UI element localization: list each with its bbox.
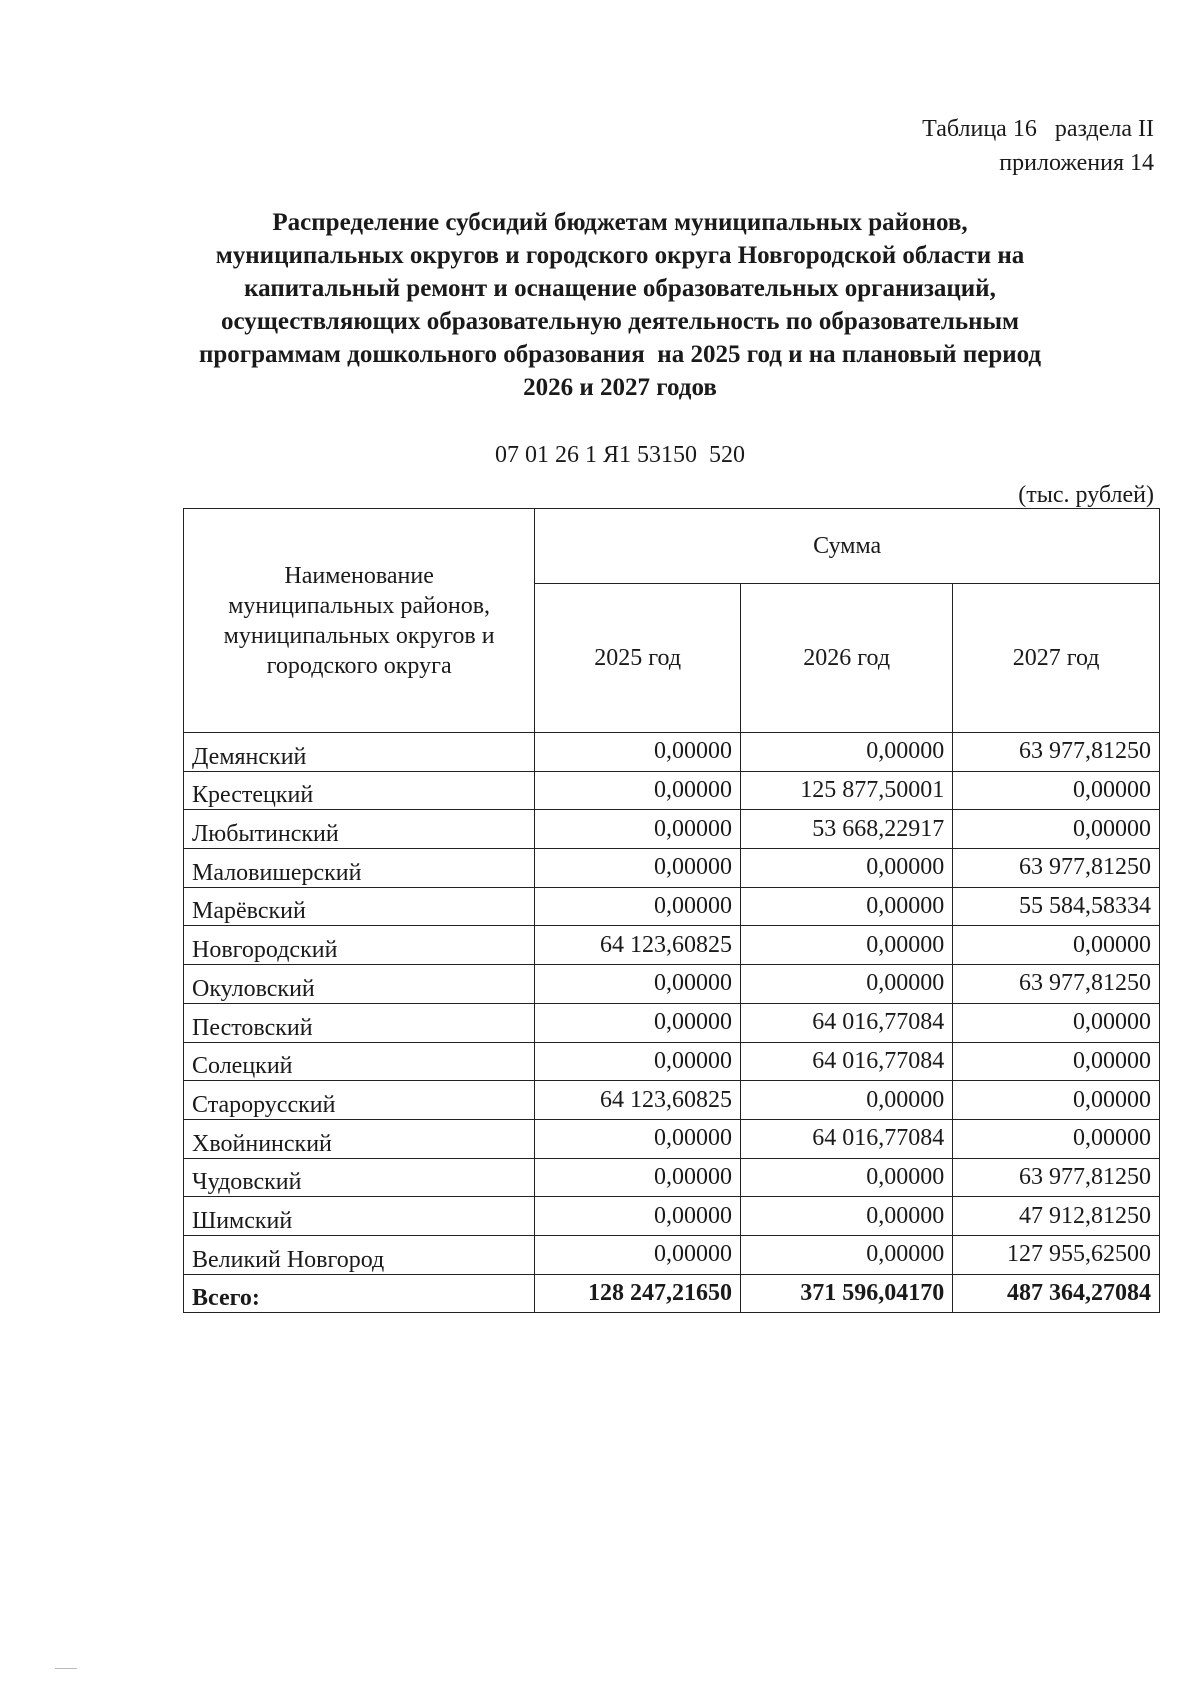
value-2026: 53 668,22917: [741, 810, 953, 849]
table-row: [184, 1119, 1160, 1158]
district-name: Пестовский: [184, 1003, 535, 1042]
value-2027: 0,00000: [953, 1119, 1160, 1158]
total-row: [184, 1274, 1160, 1313]
value-2027: 47 912,81250: [953, 1197, 1160, 1236]
value-2027: 0,00000: [953, 771, 1160, 810]
value-2026: 125 877,50001: [741, 771, 953, 810]
reference-line-2: приложения 14: [999, 150, 1154, 176]
value-2027: 0,00000: [953, 1042, 1160, 1081]
value-2025: 0,00000: [535, 1003, 741, 1042]
year-2026-header: 2026 год: [741, 584, 953, 733]
table-header: [184, 509, 1160, 733]
value-2027: 63 977,81250: [953, 965, 1160, 1004]
district-name: Солецкий: [184, 1042, 535, 1081]
title-line-5: программам дошкольного образования на 2025 год и на плановый период: [198, 341, 1042, 368]
table-row: [184, 1235, 1160, 1274]
title-line-2: муниципальных округов и городского округа Новгородской области на: [215, 242, 1025, 269]
district-name: Крестецкий: [184, 771, 535, 810]
district-name: Демянский: [184, 733, 535, 772]
value-2026: 64 016,77084: [741, 1003, 953, 1042]
value-2026: 64 016,77084: [741, 1119, 953, 1158]
table-row: [184, 733, 1160, 772]
total-label: Всего:: [184, 1274, 535, 1313]
table-row: [184, 926, 1160, 965]
title-line-4: осуществляющих образовательную деятельность по образовательным: [220, 308, 1020, 335]
value-2026: 0,00000: [741, 926, 953, 965]
table-row: [184, 771, 1160, 810]
value-2025: 64 123,60825: [535, 926, 741, 965]
value-2025: 0,00000: [535, 887, 741, 926]
value-2026: 0,00000: [741, 733, 953, 772]
value-2027: 0,00000: [953, 926, 1160, 965]
table-row: [184, 1081, 1160, 1120]
value-2025: 64 123,60825: [535, 1081, 741, 1120]
name-header-line-4: городского округа: [266, 652, 452, 679]
value-2025: 0,00000: [535, 1119, 741, 1158]
district-name: Шимский: [184, 1197, 535, 1236]
district-name: Новгородский: [184, 926, 535, 965]
table-row: [184, 965, 1160, 1004]
total-2026: 371 596,04170: [741, 1274, 953, 1313]
value-2025: 0,00000: [535, 1235, 741, 1274]
value-2025: 0,00000: [535, 965, 741, 1004]
value-2027: 63 977,81250: [953, 733, 1160, 772]
table-body: [184, 733, 1160, 1313]
district-name: Марёвский: [184, 887, 535, 926]
total-2027: 487 364,27084: [953, 1274, 1160, 1313]
value-2026: 0,00000: [741, 1235, 953, 1274]
title-line-1: Распределение субсидий бюджетам муниципальных районов,: [272, 209, 968, 236]
value-2027: 63 977,81250: [953, 1158, 1160, 1197]
value-2025: 0,00000: [535, 1042, 741, 1081]
table-row: [184, 1197, 1160, 1236]
value-2027: 0,00000: [953, 810, 1160, 849]
name-header-line-3: муниципальных округов и: [223, 622, 495, 649]
value-2027: 55 584,58334: [953, 887, 1160, 926]
table-row: [184, 810, 1160, 849]
document-title: [170, 206, 1070, 404]
value-2025: 0,00000: [535, 733, 741, 772]
units-label: (тыс. рублей): [1018, 482, 1154, 508]
subsidy-table: [183, 508, 1160, 1313]
value-2026: 0,00000: [741, 1081, 953, 1120]
table-row: [184, 1158, 1160, 1197]
sum-column-header: Сумма: [535, 509, 1160, 584]
value-2026: 0,00000: [741, 887, 953, 926]
table-row: [184, 1042, 1160, 1081]
value-2026: 0,00000: [741, 849, 953, 888]
budget-code: 07 01 26 1 Я1 53150 520: [494, 442, 745, 468]
year-2025-header: 2025 год: [535, 584, 741, 733]
table-reference: [922, 112, 1154, 180]
district-name: Окуловский: [184, 965, 535, 1004]
value-2025: 0,00000: [535, 849, 741, 888]
table-row: [184, 887, 1160, 926]
value-2025: 0,00000: [535, 771, 741, 810]
value-2026: 64 016,77084: [741, 1042, 953, 1081]
district-name: Хвойнинский: [184, 1119, 535, 1158]
value-2027: 127 955,62500: [953, 1235, 1160, 1274]
value-2025: 0,00000: [535, 1197, 741, 1236]
district-name: Старорусский: [184, 1081, 535, 1120]
title-line-3: капитальный ремонт и оснащение образовательных организаций,: [244, 275, 996, 302]
year-2027-header: 2027 год: [953, 584, 1160, 733]
value-2026: 0,00000: [741, 965, 953, 1004]
district-name: Великий Новгород: [184, 1235, 535, 1274]
district-name: Чудовский: [184, 1158, 535, 1197]
value-2027: 0,00000: [953, 1003, 1160, 1042]
title-line-6: 2026 и 2027 годов: [523, 374, 717, 401]
value-2027: 63 977,81250: [953, 849, 1160, 888]
value-2025: 0,00000: [535, 810, 741, 849]
value-2027: 0,00000: [953, 1081, 1160, 1120]
name-header-line-2: муниципальных районов,: [228, 592, 491, 619]
value-2025: 0,00000: [535, 1158, 741, 1197]
name-column-header: [184, 509, 535, 733]
table-row: [184, 849, 1160, 888]
reference-line-1: Таблица 16 раздела II: [922, 116, 1154, 142]
scan-mark: [55, 1668, 77, 1669]
table-row: [184, 1003, 1160, 1042]
name-header-line-1: Наименование: [284, 562, 434, 589]
total-2025: 128 247,21650: [535, 1274, 741, 1313]
value-2026: 0,00000: [741, 1158, 953, 1197]
value-2026: 0,00000: [741, 1197, 953, 1236]
district-name: Любытинский: [184, 810, 535, 849]
district-name: Маловишерский: [184, 849, 535, 888]
